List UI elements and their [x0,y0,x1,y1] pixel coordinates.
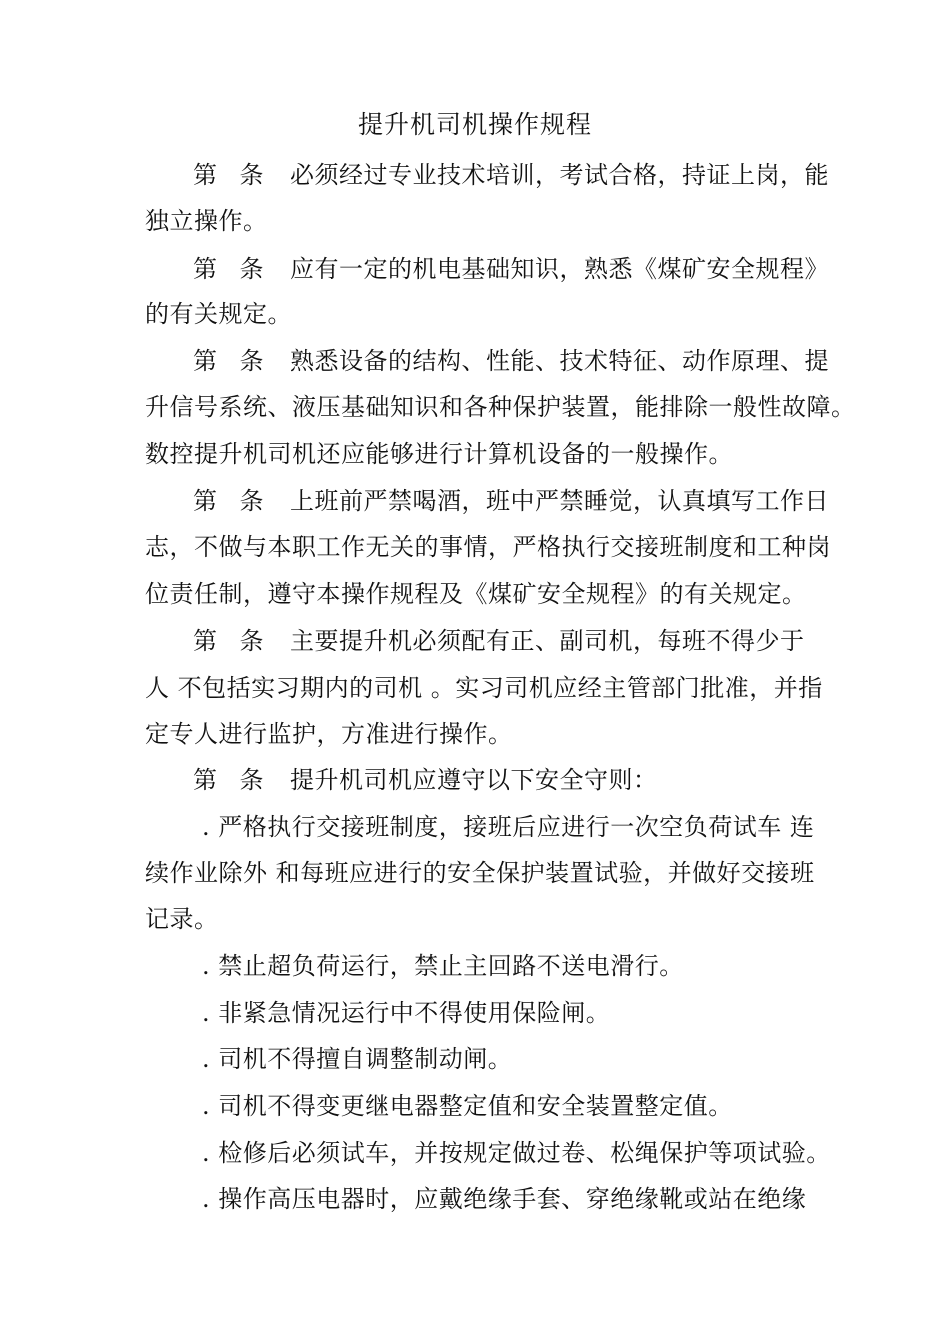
article-5-line-3: 定专人进行监护，方准进行操作。 [145,720,513,748]
article-label-di: 第 [193,627,218,655]
rule-1-line-3: 记录。 [145,905,219,933]
article-label-di: 第 [193,347,218,375]
article-label-tiao: 条 [239,347,264,375]
article-1-line-1 [193,158,829,192]
article-label-di: 第 [193,161,218,189]
rule-4: . 司机不得擅自调整制动闸。 [202,1045,513,1073]
article-text: 提升机司机应遵守以下安全守则： [290,766,658,794]
rule-2: . 禁止超负荷运行，禁止主回路不送电滑行。 [202,952,684,980]
article-4-line-3: 位责任制，遵守本操作规程及《煤矿安全规程》的有关规定。 [145,580,807,608]
article-2-line-1 [193,252,829,286]
article-text: 熟悉设备的结构、性能、技术特征、动作原理、提 [290,347,829,375]
article-label-tiao: 条 [239,766,264,794]
article-label-di: 第 [193,255,218,283]
article-4-line-2: 志，不做与本职工作无关的事情，严格执行交接班制度和工种岗 [145,533,831,561]
rule-5: . 司机不得变更继电器整定值和安全装置整定值。 [202,1092,733,1120]
rule-6: . 检修后必须试车，并按规定做过卷、松绳保护等项试验。 [202,1139,831,1167]
article-text: 主要提升机必须配有正、副司机，每班不得少于 [290,627,805,655]
article-3-line-1 [193,344,829,378]
article-text: 应有一定的机电基础知识，熟悉《煤矿安全规程》 [290,255,829,283]
article-2-line-2: 的有关规定。 [145,300,292,328]
article-label-tiao: 条 [239,255,264,283]
document-title: 提升机司机操作规程 [357,110,592,139]
article-label-tiao: 条 [239,627,264,655]
article-label-di: 第 [193,766,218,794]
rule-1-line-2: 续作业除外 和每班应进行的安全保护装置试验，并做好交接班 [145,859,815,887]
rule-1-line-1: . 严格执行交接班制度，接班后应进行一次空负荷试车 连 [202,813,815,841]
article-6-line-1 [193,763,658,797]
article-3-line-2: 升信号系统、液压基础知识和各种保护装置，能排除一般性故障。 [145,393,856,421]
article-3-line-3: 数控提升机司机还应能够进行计算机设备的一般操作。 [145,440,733,468]
rule-3: . 非紧急情况运行中不得使用保险闸。 [202,999,611,1027]
article-text: 上班前严禁喝酒，班中严禁睡觉，认真填写工作日 [290,487,829,515]
article-1-line-2: 独立操作。 [145,207,268,235]
article-label-di: 第 [193,487,218,515]
article-label-tiao: 条 [239,161,264,189]
article-label-tiao: 条 [239,487,264,515]
article-4-line-1 [193,484,829,518]
article-5-line-1 [193,624,805,658]
rule-7: . 操作高压电器时，应戴绝缘手套、穿绝缘靴或站在绝缘 [202,1185,807,1213]
article-text: 必须经过专业技术培训，考试合格，持证上岗，能 [290,161,829,189]
article-5-line-2: 人 不包括实习期内的司机 。实习司机应经主管部门批准，并指 [145,674,823,702]
